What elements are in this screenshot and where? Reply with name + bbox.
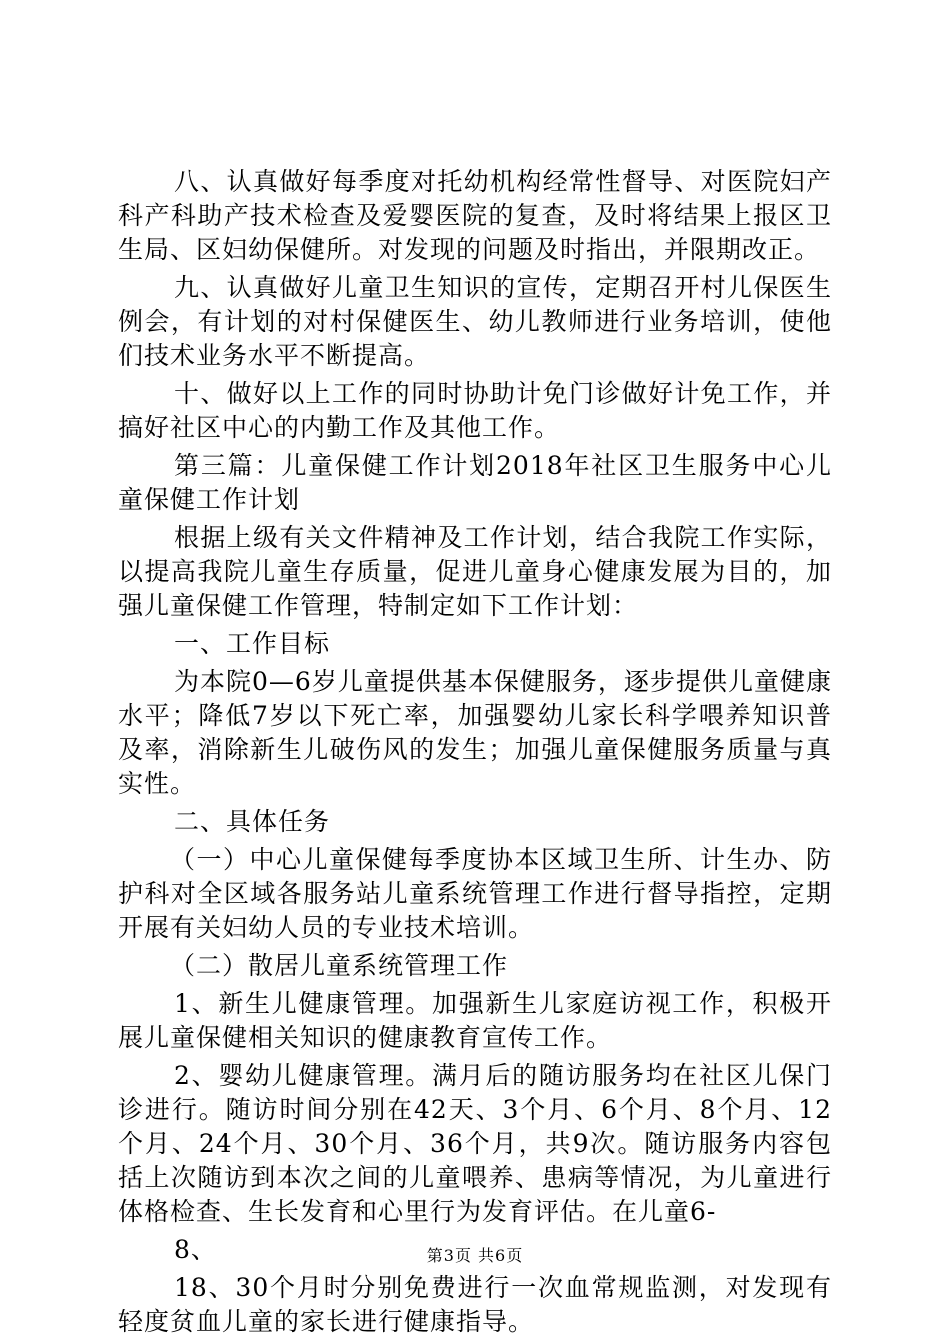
paragraph-newborn-health: 1、新生儿健康管理。加强新生儿家庭访视工作，积极开展儿童保健相关知识的健康教育宣传工作。 bbox=[118, 989, 832, 1052]
paragraph-fragment: 8、 bbox=[174, 1235, 217, 1264]
paragraph-blood-test: 18、30个月时分别免费进行一次血常规监测，对发现有轻度贫血儿童的家长进行健康指导。 bbox=[118, 1273, 832, 1336]
paragraph-work-goals: 为本院0—6岁儿童提供基本保健服务，逐步提供儿童健康水平；降低7岁以下死亡率，加强婴幼儿家长科学喂养知识普及率，消除新生儿破伤风的发生；加强儿童保健服务质量与真实性。 bbox=[118, 667, 832, 798]
section-heading-part3: 第三篇：儿童保健工作计划2018年社区卫生服务中心儿童保健工作计划 bbox=[118, 451, 832, 514]
document-body bbox=[118, 165, 832, 1343]
paragraph-item-9: 九、认真做好儿童卫生知识的宣传，定期召开村儿保医生例会，有计划的对村保健医生、幼儿教师进行业务培训，使他们技术业务水平不断提高。 bbox=[118, 273, 832, 370]
paragraph-item-10: 十、做好以上工作的同时协助计免门诊做好计免工作，并搞好社区中心的内勤工作及其他工作。 bbox=[118, 379, 832, 442]
paragraph-infant-health: 2、婴幼儿健康管理。满月后的随访服务均在社区儿保门诊进行。随访时间分别在42天、3个月、6个月、8个月、12个月、24个月、30个月、36个月，共9次。随访服务内容包括上次随访到本次之间的儿童喂养、患病等情况，为儿童进行体格检查、生长发育和心里行为发育评估。在儿童6- bbox=[118, 1061, 832, 1226]
paragraph-task-1: （一）中心儿童保健每季度协本区域卫生所、计生办、防护科对全区域各服务站儿童系统管理工作进行督导指控，定期开展有关妇幼人员的专业技术培训。 bbox=[118, 845, 832, 942]
heading-task-2: （二）散居儿童系统管理工作 bbox=[170, 951, 509, 980]
paragraph-intro: 根据上级有关文件精神及工作计划，结合我院工作实际，以提高我院儿童生存质量，促进儿童身心健康发展为目的，加强儿童保健工作管理，特制定如下工作计划： bbox=[118, 523, 832, 620]
paragraph-item-8: 八、认真做好每季度对托幼机构经常性督导、对医院妇产科产科助产技术检查及爱婴医院的复查，及时将结果上报区卫生局、区妇幼保健所。对发现的问题及时指出，并限期改正。 bbox=[118, 167, 832, 264]
page-footer: 第3页 共6页 bbox=[426, 1246, 524, 1265]
heading-specific-tasks: 二、具体任务 bbox=[174, 807, 331, 836]
heading-work-goals: 一、工作目标 bbox=[174, 629, 331, 658]
